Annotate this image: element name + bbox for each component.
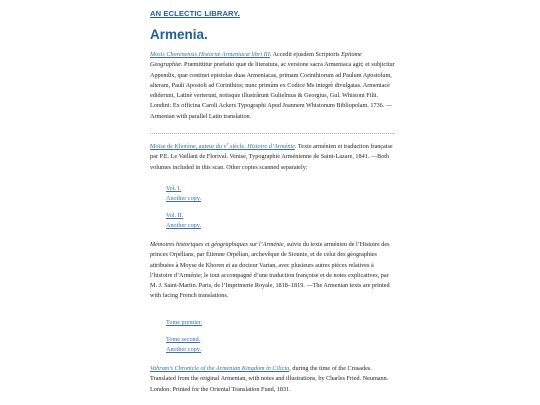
tome-2-link[interactable] [166, 335, 202, 345]
entry-2 [150, 139, 395, 173]
tome-1-label[interactable]: Tome premier [166, 319, 201, 326]
tome-2-another-copy-suffix[interactable]: . [199, 346, 201, 353]
entry-2-link-title[interactable]: Histoire d’Arménie [247, 143, 295, 151]
tome-1-link[interactable] [166, 318, 202, 328]
vol-2-another-copy-suffix[interactable]: . [199, 222, 201, 229]
entry-1-text: . Accedit ejusdem Scriptoris [269, 51, 342, 58]
entry-4 [150, 364, 395, 395]
entry-1-description: . Præmittitur præfatio quæ de literatura, ac versione sacra Armeniaca agit; et subjicitur Appendix, quæ continet epistolas duas Armeniacas, primam Corinthiorum ad Paulum Apostolum, alteram, Pauli Apostoli ad Corinthios; nunc primùm ex Codice Ms integrè divulgatas. Armeniacè ediderunt, Latinè verterunt, notisque illustrârunt Gulielmus & Georgius, Gul. Whistoni Filii. Londini: Ex officina Caroli Ackers Typographi Apud Joannem Whistonum Bibliopolam. 1736. —Armenian with parallel Latin translation. [150, 61, 395, 120]
entry-3 [150, 240, 395, 302]
vol-1-link[interactable] [166, 184, 201, 194]
entry-1-italic: Epitome Geographiæ [150, 51, 362, 69]
tome-1-suffix[interactable]: . [200, 319, 202, 326]
vol-2-link[interactable] [166, 211, 201, 221]
tome-2-label[interactable]: Tome second [166, 336, 199, 343]
vol-1-another-copy-suffix[interactable]: . [199, 195, 201, 202]
vol-1-another-copy-label[interactable]: Another copy [166, 195, 200, 202]
vol-2-label[interactable]: Vol. II [166, 212, 182, 219]
site-title-link[interactable] [150, 9, 240, 18]
entry-2-link-century[interactable]: siècle. [228, 143, 248, 151]
entry-1 [150, 50, 395, 122]
tome-2-another-copy-label[interactable]: Another copy [166, 346, 200, 353]
tome-2-suffix[interactable]: . [198, 336, 201, 343]
entry-2-link-sup[interactable]: e [226, 141, 229, 146]
entry-2-description: . Texte arménien et traduction française par P.E. Le Vaillant de Florival. Venise, Typographie Arménienne de Saint-Lazare, 1841. —Both volumes included in this scan. Other copies scanned separately: [150, 143, 393, 171]
vol-1-another-copy-link[interactable] [166, 194, 201, 204]
divider [150, 133, 395, 134]
entry-3-sublinks [166, 318, 202, 355]
entry-1-link[interactable]: Mosis Chorenensis Historiæ Armeniacæ libri III [150, 51, 270, 58]
entry-3-description: , suivis du texte arménien de l’Histoire des princes Orpélians, par Étienne Orpélian, archevêque de Siounie, et de celui des géographies attribuées à Moyse de Khoren et au docteur Vartan, avec plusieurs autres pièces relatives à l’histoire d’Arménie; le tout accompagné d’une traduction françoise et de notes explicatives, par M. J. Saint-Martin. Paris, de l’Imprimerie Royale, 1818–1819. —The Armenian texts are printed with facing French translations. [150, 241, 390, 300]
vol-1-label[interactable]: Vol. I [166, 185, 180, 192]
vol-2-suffix[interactable]: . [181, 212, 184, 219]
entry-4-description: , during the time of the Crusades. Translated from the original Armenian, with notes and illustrations, by Charles Fried. Neumann. London: Printed for the Oriental Translation Fund, 1831. [150, 365, 389, 393]
site-title-text[interactable]: AN ECLECTIC LIBRARY [150, 9, 238, 18]
entry-2-link-author[interactable]: Moïse de Khorène, auteur du v [150, 143, 227, 151]
page-title: Armenia. [150, 27, 208, 42]
vol-2-another-copy-link[interactable] [166, 221, 201, 231]
tome-2-another-copy-link[interactable] [166, 345, 202, 355]
vol-2-another-copy-label[interactable]: Another copy [166, 222, 200, 229]
entry-4-link[interactable]: Vahram’s Chronicle of the Armenian Kingdom in Cilicia [150, 365, 290, 372]
entry-2-link[interactable] [150, 143, 295, 150]
vol-1-suffix[interactable]: . [179, 185, 182, 192]
entry-2-sublinks [166, 184, 201, 231]
entry-3-title: Mémoires historiques et géographiques sur l’Arménie [150, 241, 284, 248]
site-title-suffix: . [237, 9, 240, 18]
